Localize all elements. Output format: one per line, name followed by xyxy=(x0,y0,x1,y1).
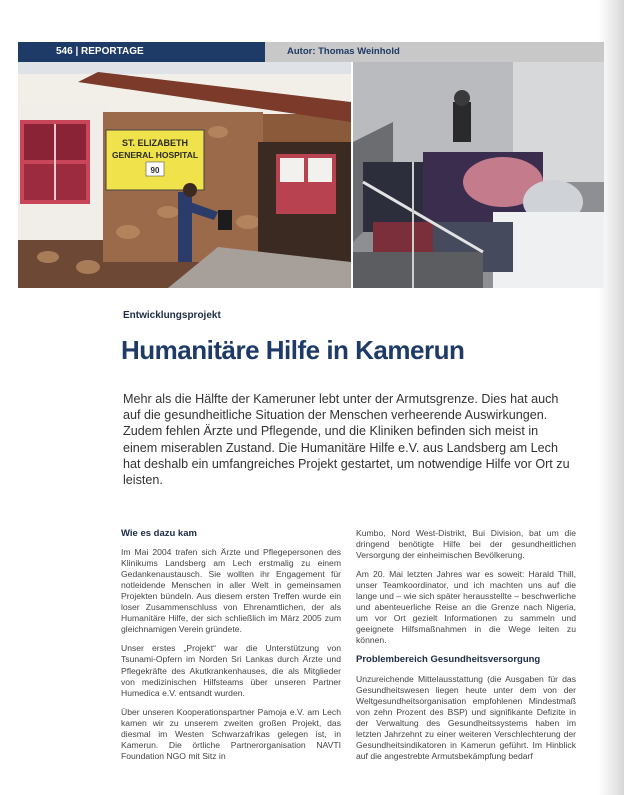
sign-line-2: GENERAL HOSPITAL xyxy=(111,150,199,160)
author-label: Autor: Thomas Weinhold xyxy=(265,42,604,62)
page-header xyxy=(18,42,604,62)
article-lead: Mehr als die Hälfte der Kameruner lebt unter der Armutsgrenze. Dies hat auch auf die gesundheitliche Situation der Menschen verheerende Auswirkungen. Zudem fehlen Ärzte und Pflegende, und die Kliniken befinden sich meist in einem miserablen Zustand. Die Humanitäre Hilfe e.V. aus Landsberg am Lech hat deshalb ein umfangreiches Projekt gestartet, um notwendige Hilfe vor Ort zu leisten. xyxy=(123,392,570,488)
paragraph: Über unseren Kooperationspartner Pamoja e.V. am Lech kamen wir zu unserem zweiten großen Projekt, das diesmal im Westen Schwarzafrikas gelegen ist, in Kamerun. Die örtliche Partnerorganisation NAVTI Foundation NGO mit Sitz in xyxy=(121,706,341,761)
section-heading-origin: Wie es dazu kam xyxy=(121,528,197,539)
paragraph: Unser erstes „Projekt“ war die Unterstützung von Tsunami-Opfern im Norden Sri Lankas durch Ärzte und Pflegekräfte des Akutkrankenhauses, die als Mitglieder von medizinischen Hilfsteams über unseren Partner Humedica e.V. entsandt wurden. xyxy=(121,643,341,698)
photo-strip xyxy=(18,62,604,288)
paragraph: Im Mai 2004 trafen sich Ärzte und Pflegepersonen des Klinikums Landsberg am Lech erstmalig zu einem Gedankenaustausch. Sie wollten ihr Engagement für notleidende Menschen in aller Welt in gemeinsamen Projekten bündeln. Aus diesem ersten Treffen wurde ein loser Zusammenschluss von Ehrenamtlichen, der als Humanitäre Hilfe, der sich schließlich im März 2005 zum gleichnamigen Verein gründete. xyxy=(121,547,341,635)
section-label: 546 | REPORTAGE xyxy=(18,42,265,62)
section-heading-healthcare: Problembereich Gesundheitsversorgung xyxy=(356,654,541,666)
article-column-right xyxy=(356,528,576,770)
article-column-left xyxy=(121,528,341,770)
paragraph: Am 20. Mai letzten Jahres war es soweit: Harald Thill, unser Teamkoordinator, und ich machten uns auf die lange und – wie sich später herausstellte – beschwerliche und abenteuerliche Reise an die Grenze nach Nigeria, um vor Ort gezielt Informationen zu sammeln und geeignete Hilfsmaßnahmen in die Wege leiten zu können. xyxy=(356,569,576,646)
photo-hospital-ward xyxy=(353,62,604,288)
paragraph: Kumbo, Nord West-Distrikt, Bui Division, bat um die dringend benötigte Hilfe bei der gesundheitlichen Versorgung der einheimischen Bevölkerung. xyxy=(356,528,576,561)
paragraph: Unzureichende Mittelausstattung (die Ausgaben für das Gesundheitswesen liegen heute unter dem von der Weltgesundheitsorganisation empfohlenen Mindestmaß von zehn Prozent des BSP) und signifikante Defizite in der Verwaltung des Gesundheitssystems haben im letzten Jahrzehnt zu einer weiteren Verschlechterung der Gesundheitsindikatoren in Kamerun geführt. Im Hinblick auf die angestrebte Armutsbekämpfung bedarf xyxy=(356,673,576,761)
sign-line-1: ST. ELIZABETH xyxy=(121,138,189,148)
sign-line-3: 90 xyxy=(150,166,160,175)
article-title: Humanitäre Hilfe in Kamerun xyxy=(121,335,465,365)
photo-hospital-entrance xyxy=(18,62,351,288)
article-kicker: Entwicklungsprojekt xyxy=(123,310,221,321)
